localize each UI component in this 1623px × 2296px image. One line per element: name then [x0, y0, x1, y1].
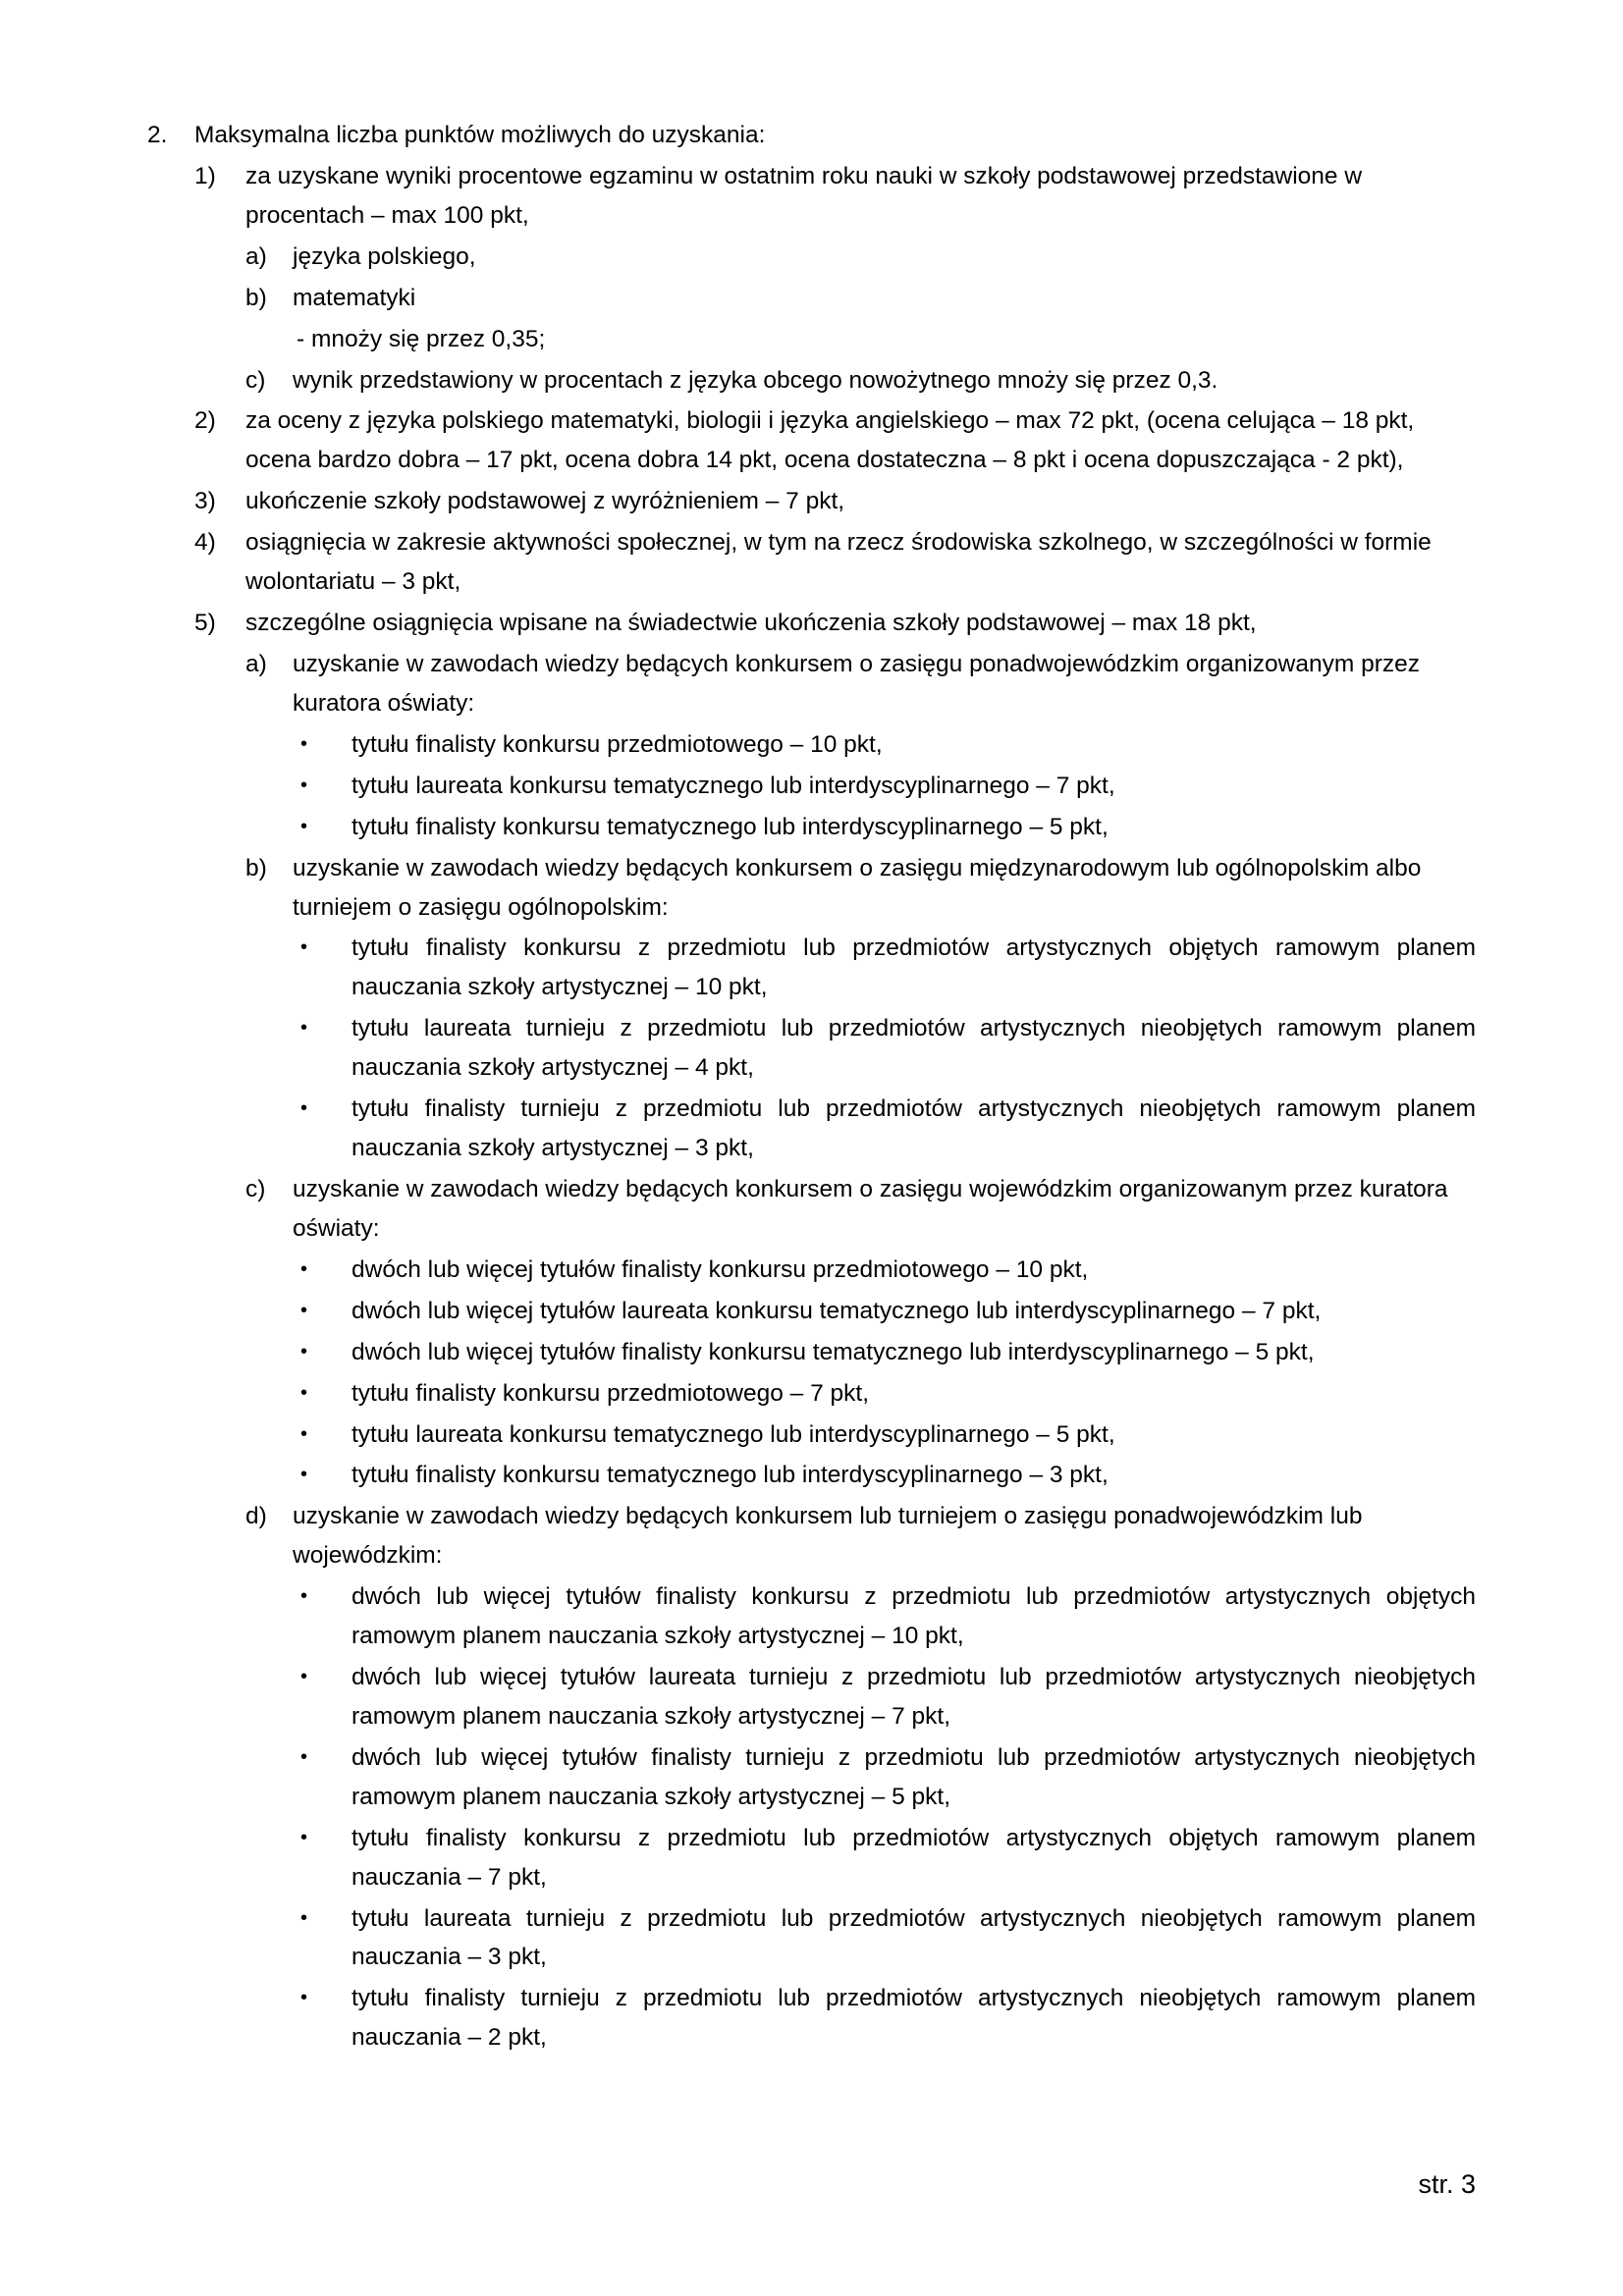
list-item-bullet: [300, 1738, 1476, 1817]
list-item-level-2: [194, 482, 1476, 521]
list-item-text: tytułu finalisty konkursu tematycznego lub interdyscyplinarnego – 3 pkt,: [352, 1462, 1109, 1489]
list-item-text: tytułu finalisty konkursu z przedmiotu lub przedmiotów artystycznych objętych ramowym planem nauczania – 7 pkt,: [352, 1824, 1476, 1891]
list-item-text: tytułu laureata konkursu tematycznego lub interdyscyplinarnego – 5 pkt,: [352, 1420, 1115, 1448]
list-item-level-2: [194, 523, 1476, 602]
list-item-text: tytułu laureata turnieju z przedmiotu lub przedmiotów artystycznych nieobjętych ramowym planem nauczania szkoły artystycznej – 4 pkt,: [352, 1015, 1476, 1082]
list-item-text: tytułu finalisty konkursu przedmiotowego – 7 pkt,: [352, 1379, 870, 1407]
list-marker: c): [245, 366, 266, 394]
list-marker: 5): [194, 610, 216, 637]
list-item-text: za uzyskane wyniki procentowe egzaminu w ostatnim roku nauki w szkoły podstawowej przedstawione w procentach – max 100 pkt,: [245, 162, 1363, 229]
list-item-bullet: [300, 1658, 1476, 1736]
list-marker: a): [245, 650, 267, 677]
list-item-text: wynik przedstawiony w procentach z języka obcego nowożytnego mnoży się przez 0,3.: [293, 366, 1218, 394]
bullet-icon: •: [300, 1097, 308, 1120]
list-item-text: tytułu finalisty konkursu z przedmiotu lub przedmiotów artystycznych objętych ramowym planem nauczania szkoły artystycznej – 10 pkt,: [352, 934, 1476, 1001]
list-item-level-3: [245, 1497, 1476, 1575]
bullet-icon: •: [300, 732, 308, 755]
bullet-icon: •: [300, 1381, 308, 1404]
list-item-bullet: [300, 1979, 1476, 2057]
bullet-icon: •: [300, 1906, 308, 1929]
bullet-icon: •: [300, 1257, 308, 1280]
list-item-text: dwóch lub więcej tytułów laureata konkursu tematycznego lub interdyscyplinarnego – 7 pkt,: [352, 1297, 1322, 1324]
list-item-bullet: [300, 1292, 1476, 1331]
list-item-bullet: [300, 1577, 1476, 1656]
list-item-bullet: [300, 1333, 1476, 1372]
list-item-text: ukończenie szkoły podstawowej z wyróżnieniem – 7 pkt,: [245, 488, 845, 515]
bullet-icon: •: [300, 1585, 308, 1608]
list-item-text: za oceny z języka polskiego matematyki, biologii i języka angielskiego – max 72 pkt, (ocena celująca – 18 pkt, ocena bardzo dobra – 17 pkt, ocena dobra 14 pkt, ocena dostateczna – 8 pkt i ocena dopuszczająca - 2 pkt),: [245, 407, 1415, 474]
list-marker: 4): [194, 529, 216, 557]
bullet-icon: •: [300, 1666, 308, 1688]
list-item-bullet: [300, 808, 1476, 847]
list-item-text: dwóch lub więcej tytułów finalisty turnieju z przedmiotu lub przedmiotów artystycznych nieobjętych ramowym planem nauczania szkoły artystycznej – 5 pkt,: [352, 1743, 1476, 1810]
bullet-icon: •: [300, 1464, 308, 1486]
list-item-text: dwóch lub więcej tytułów finalisty konkursu tematycznego lub interdyscyplinarnego – 5 pkt,: [352, 1338, 1315, 1365]
list-item-level-3: [245, 361, 1476, 400]
bullet-icon: •: [300, 1017, 308, 1040]
list-item-level-3: [245, 849, 1476, 928]
list-item-bullet: [300, 1415, 1476, 1455]
list-marker: 1): [194, 162, 216, 189]
list-marker: c): [245, 1175, 266, 1202]
list-item-bullet: [300, 1251, 1476, 1290]
page-number: str. 3: [1418, 2169, 1476, 2199]
list-item-level-2: [194, 401, 1476, 480]
list-item-bullet: [300, 1009, 1476, 1088]
list-item-text: uzyskanie w zawodach wiedzy będących konkursem o zasięgu ponadwojewódzkim organizowanym przez kuratora oświaty:: [293, 650, 1420, 717]
bullet-icon: •: [300, 815, 308, 837]
bullet-icon: •: [300, 1299, 308, 1321]
document-subline: [297, 320, 1476, 359]
list-marker: d): [245, 1503, 267, 1530]
list-item-level-3: [245, 1170, 1476, 1249]
list-item-text: dwóch lub więcej tytułów finalisty konkursu przedmiotowego – 10 pkt,: [352, 1255, 1089, 1283]
list-item-level-3: [245, 279, 1476, 318]
list-item-text: dwóch lub więcej tytułów finalisty konkursu z przedmiotu lub przedmiotów artystycznych objętych ramowym planem nauczania szkoły artystycznej – 10 pkt,: [352, 1583, 1476, 1650]
list-item-text: osiągnięcia w zakresie aktywności społecznej, w tym na rzecz środowiska szkolnego, w szczególności w formie wolontariatu – 3 pkt,: [245, 529, 1432, 596]
list-item-text: szczególne osiągnięcia wpisane na świadectwie ukończenia szkoły podstawowej – max 18 pkt,: [245, 610, 1257, 637]
list-item-bullet: [300, 1090, 1476, 1168]
list-marker: b): [245, 284, 267, 311]
list-item-text: tytułu finalisty konkursu tematycznego lub interdyscyplinarnego – 5 pkt,: [352, 813, 1109, 840]
list-item-text: matematyki: [293, 284, 416, 311]
list-item-bullet: [300, 1899, 1476, 1978]
list-item-bullet: [300, 725, 1476, 765]
list-item-text: dwóch lub więcej tytułów laureata turnieju z przedmiotu lub przedmiotów artystycznych nieobjętych ramowym planem nauczania szkoły artystycznej – 7 pkt,: [352, 1664, 1476, 1730]
bullet-icon: •: [300, 936, 308, 959]
list-item-bullet: [300, 1819, 1476, 1897]
bullet-icon: •: [300, 1745, 308, 1768]
list-marker: 3): [194, 488, 216, 515]
list-marker: b): [245, 854, 267, 881]
list-item-bullet: [300, 767, 1476, 806]
list-item-text: uzyskanie w zawodach wiedzy będących konkursem o zasięgu wojewódzkim organizowanym przez kuratora oświaty:: [293, 1175, 1448, 1242]
list-marker: 2.: [147, 122, 168, 148]
list-item-bullet: [300, 929, 1476, 1007]
list-item-text: Maksymalna liczba punktów możliwych do uzyskania:: [194, 122, 766, 148]
list-item-text: tytułu finalisty turnieju z przedmiotu lub przedmiotów artystycznych nieobjętych ramowym planem nauczania – 2 pkt,: [352, 1985, 1476, 2052]
list-item-level-3: [245, 645, 1476, 723]
list-item-bullet: [300, 1456, 1476, 1495]
list-item-level-2: [194, 157, 1476, 236]
bullet-icon: •: [300, 1340, 308, 1362]
list-item-level-3: [245, 238, 1476, 277]
bullet-icon: •: [300, 1987, 308, 2009]
list-item-text: tytułu laureata turnieju z przedmiotu lub przedmiotów artystycznych nieobjętych ramowym planem nauczania – 3 pkt,: [352, 1904, 1476, 1971]
list-item-text: tytułu laureata konkursu tematycznego lub interdyscyplinarnego – 7 pkt,: [352, 772, 1115, 799]
list-marker: 2): [194, 407, 216, 435]
list-marker: a): [245, 242, 267, 270]
list-item-bullet: [300, 1374, 1476, 1414]
bullet-icon: •: [300, 1826, 308, 1848]
list-item-level-1: [147, 116, 1476, 155]
list-item-text: języka polskiego,: [293, 242, 476, 270]
list-item-text: tytułu finalisty turnieju z przedmiotu lub przedmiotów artystycznych nieobjętych ramowym planem nauczania szkoły artystycznej – 3 pkt,: [352, 1095, 1476, 1162]
bullet-icon: •: [300, 1422, 308, 1445]
list-item-text: tytułu finalisty konkursu przedmiotowego – 10 pkt,: [352, 730, 883, 758]
list-item-text: uzyskanie w zawodach wiedzy będących konkursem lub turniejem o zasięgu ponadwojewódzkim lub wojewódzkim:: [293, 1503, 1363, 1570]
list-item-level-2: [194, 604, 1476, 643]
document-body: [147, 116, 1476, 2057]
list-item-text: uzyskanie w zawodach wiedzy będących konkursem o zasięgu międzynarodowym lub ogólnopolskim albo turniejem o zasięgu ogólnopolskim:: [293, 854, 1422, 921]
bullet-icon: •: [300, 774, 308, 796]
document-subline-text: - mnoży się przez 0,35;: [297, 325, 546, 352]
